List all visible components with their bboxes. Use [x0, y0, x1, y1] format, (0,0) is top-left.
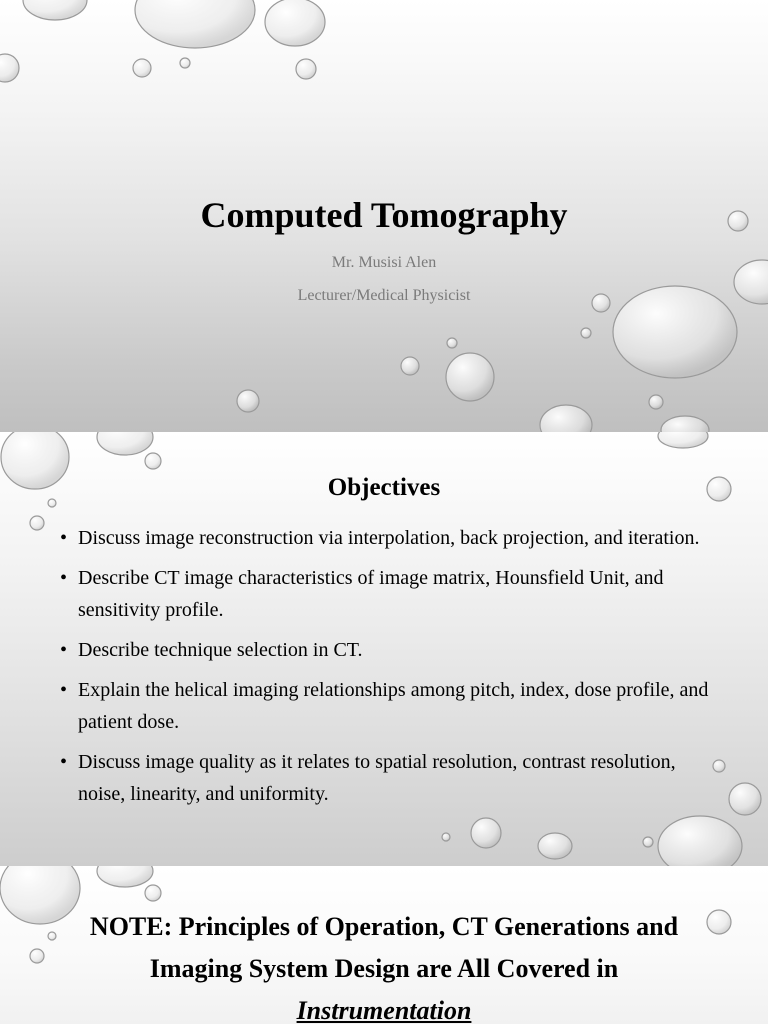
objectives-heading: Objectives	[327, 474, 441, 501]
note-slide	[0, 866, 768, 1024]
objectives-list	[60, 522, 710, 818]
list-item: • Explain the helical imaging relationships among pitch, index, dose profile, and patient dose.	[60, 674, 710, 738]
bullet-glyph: •	[60, 639, 68, 661]
list-item: • Describe CT image characteristics of image matrix, Hounsfield Unit, and sensitivity profile.	[60, 562, 710, 626]
bullet-glyph: •	[60, 751, 68, 773]
list-item: • Describe technique selection in CT.	[60, 634, 710, 666]
presenter-name: Mr. Musisi Alen	[331, 254, 437, 271]
bullet-glyph: •	[60, 679, 68, 701]
bullet-glyph: •	[60, 567, 68, 589]
bullet-glyph: •	[60, 527, 68, 549]
list-item: • Discuss image quality as it relates to spatial resolution, contrast resolution, noise, linearity, and uniformity.	[60, 746, 710, 810]
presenter-role: Lecturer/Medical Physicist	[297, 287, 471, 304]
title-slide	[0, 0, 768, 432]
presentation-title: Computed Tomography	[200, 195, 568, 235]
list-item: • Discuss image reconstruction via interpolation, back projection, and iteration.	[60, 522, 710, 554]
note-text: NOTE: Principles of Operation, CT Generations and Imaging System Design are All Covered in Instrumentation	[89, 912, 679, 1024]
objectives-slide	[0, 432, 768, 866]
note-emphasis: Instrumentation	[296, 996, 472, 1024]
